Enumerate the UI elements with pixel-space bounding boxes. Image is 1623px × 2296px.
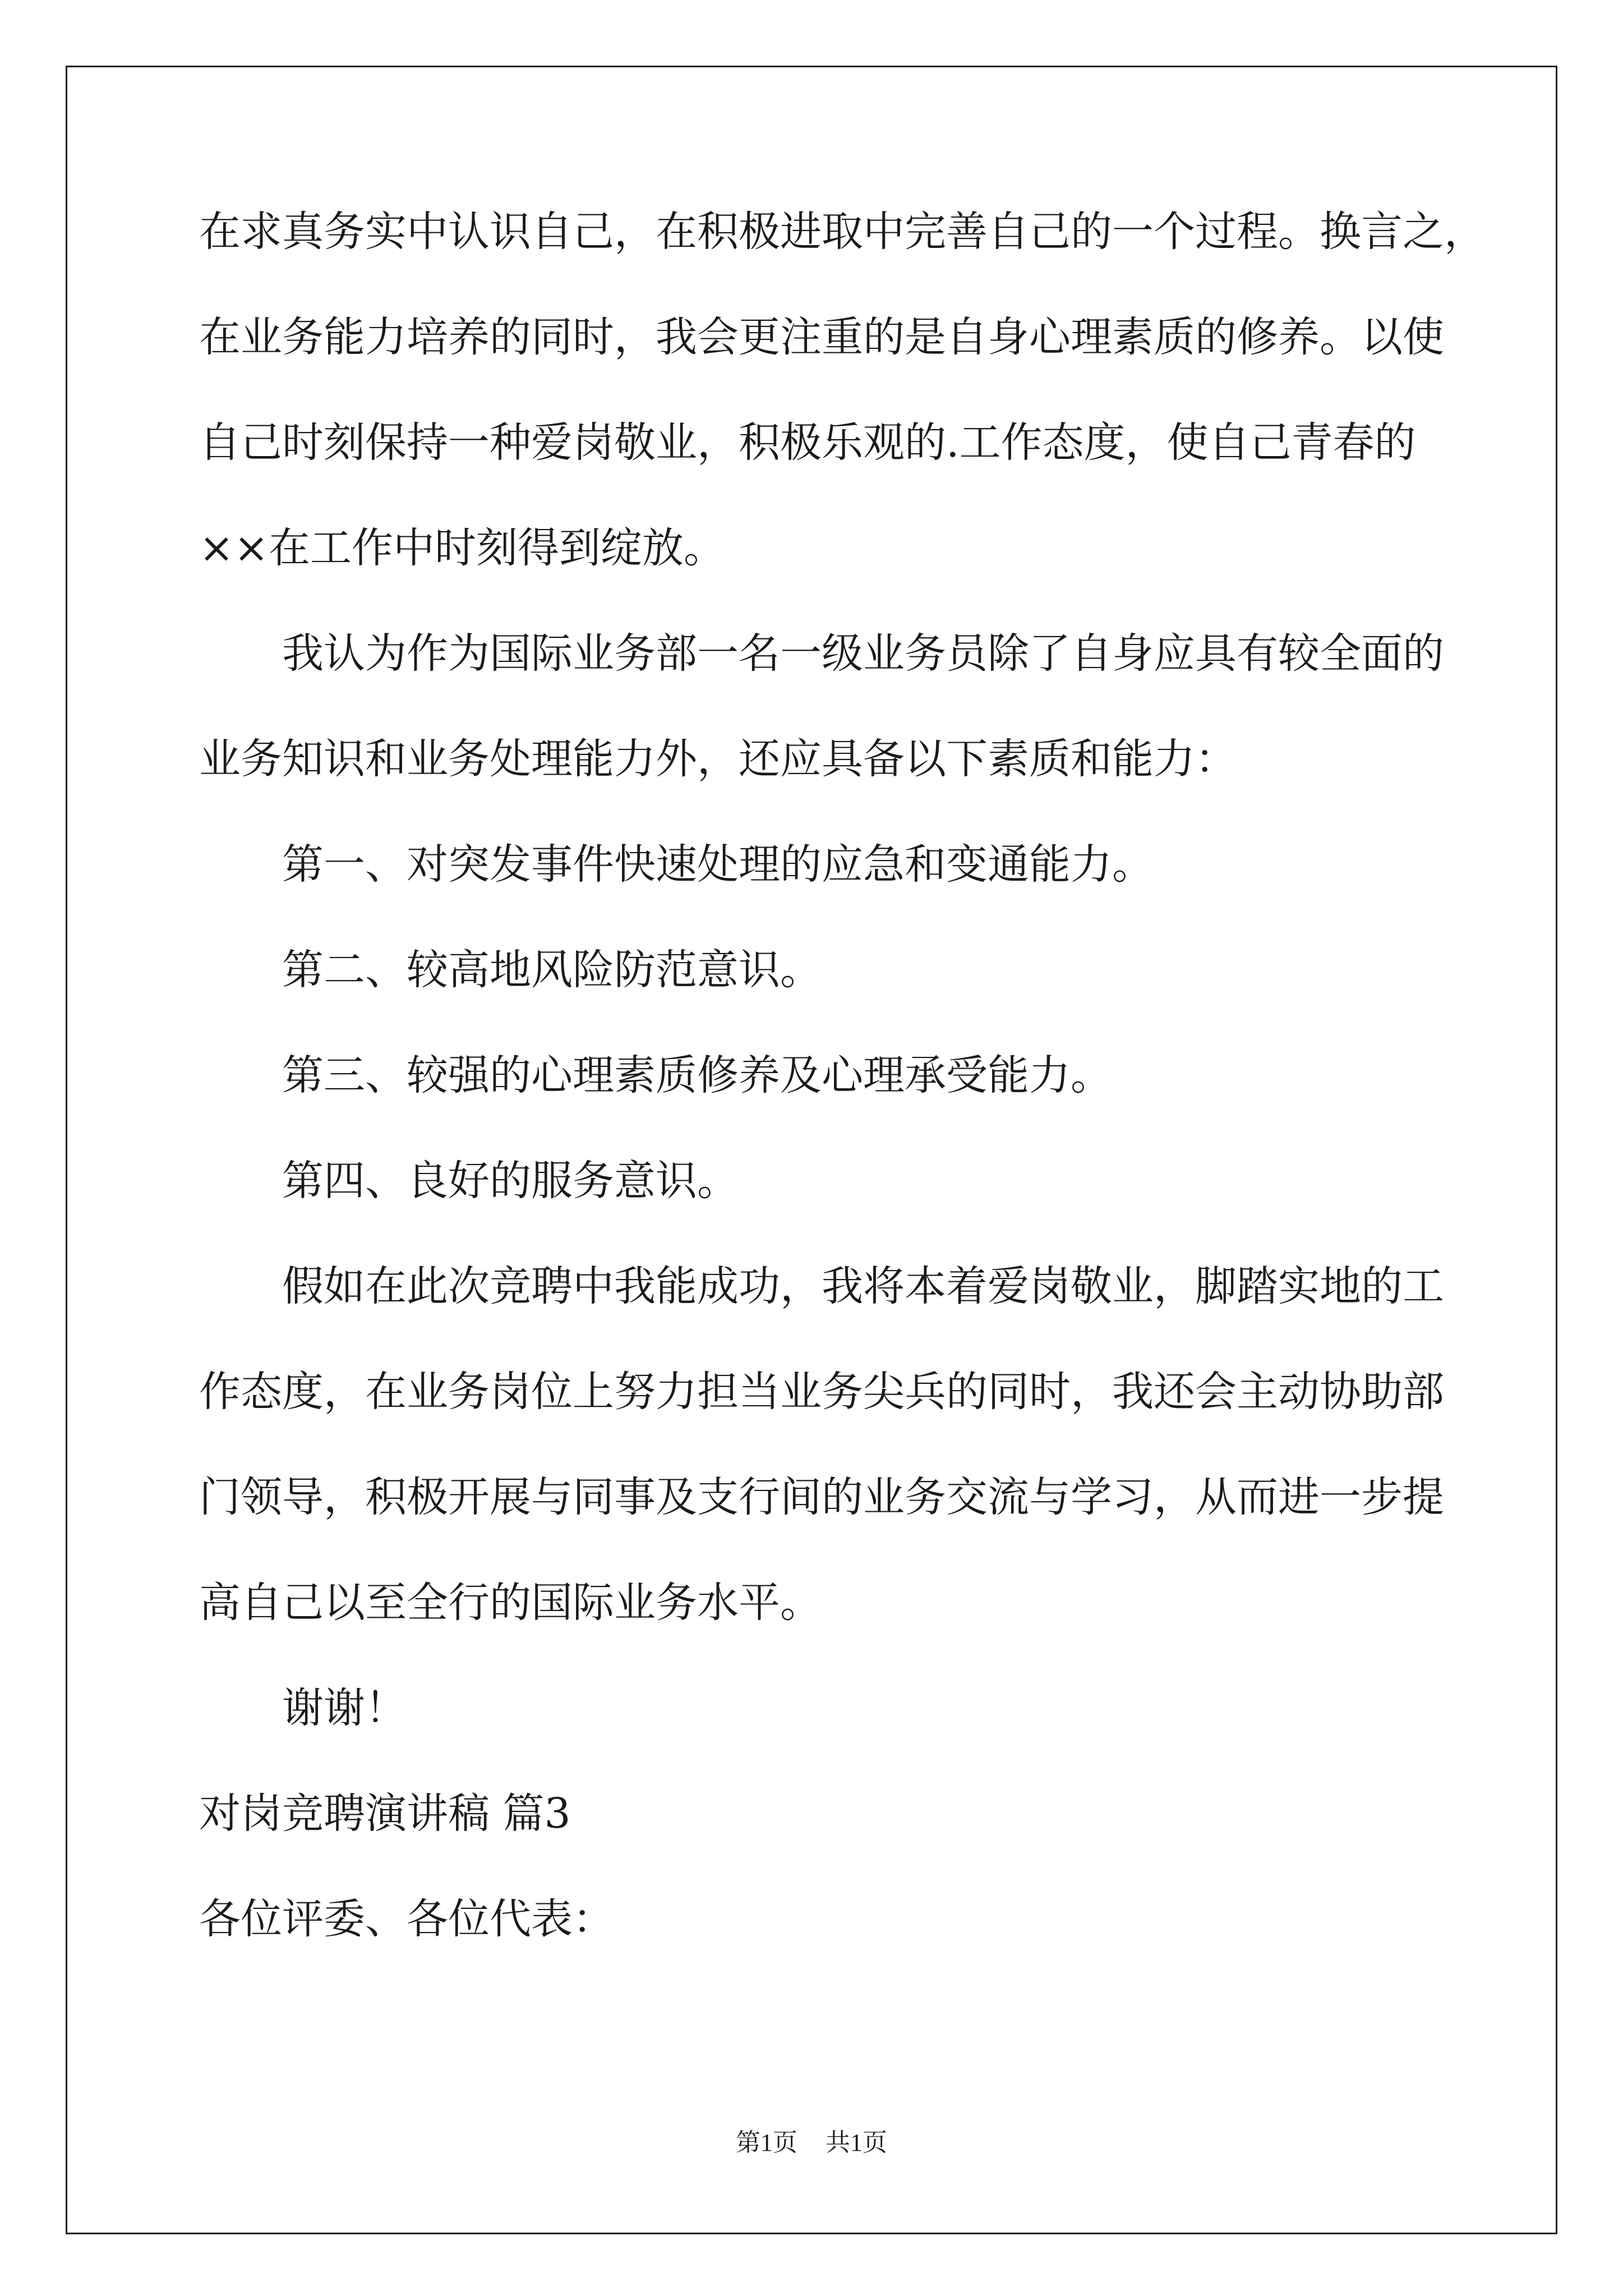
paragraph-line: 自己时刻保持一种爱岗敬业，积极乐观的.工作态度，使自己青春的 [199,418,1416,467]
list-item: 第三、较强的心理素质修养及心理承受能力。 [282,1051,1112,1099]
page-number-current: 第1页 [736,2129,797,2156]
paragraph-line: 在业务能力培养的同时，我会更注重的是自身心理素质的修养。以使 [199,313,1444,361]
paragraph-line: 假如在此次竞聘中我能成功，我将本着爱岗敬业，脚踏实地的工 [282,1262,1444,1310]
list-item: 第四、良好的服务意识。 [282,1157,739,1205]
paragraph-line: 业务知识和业务处理能力外，还应具备以下素质和能力： [199,735,1237,783]
list-item: 第二、较高地风险防范意识。 [282,946,822,994]
page-number-total: 共1页 [826,2129,887,2156]
paragraph-line: 我认为作为国际业务部一名一级业务员除了自身应具有较全面的 [282,629,1444,678]
page-footer [0,2131,1623,2155]
list-item: 第一、对突发事件快速处理的应急和变通能力。 [282,840,1154,889]
paragraph-line: ××在工作中时刻得到绽放。 [199,524,726,572]
section-heading: 对岗竞聘演讲稿 篇3 [199,1789,571,1838]
closing-thanks: 谢谢！ [282,1684,407,1732]
paragraph-line: 作态度，在业务岗位上努力担当业务尖兵的同时，我还会主动协助部 [199,1368,1444,1416]
paragraph-line: 高自己以至全行的国际业务水平。 [199,1579,822,1627]
paragraph-line: 在求真务实中认识自己，在积极进取中完善自己的一个过程。换言之， [199,208,1486,256]
paragraph-line: 门领导，积极开展与同事及支行间的业务交流与学习，从而进一步提 [199,1473,1444,1521]
salutation: 各位评委、各位代表： [199,1895,614,1943]
